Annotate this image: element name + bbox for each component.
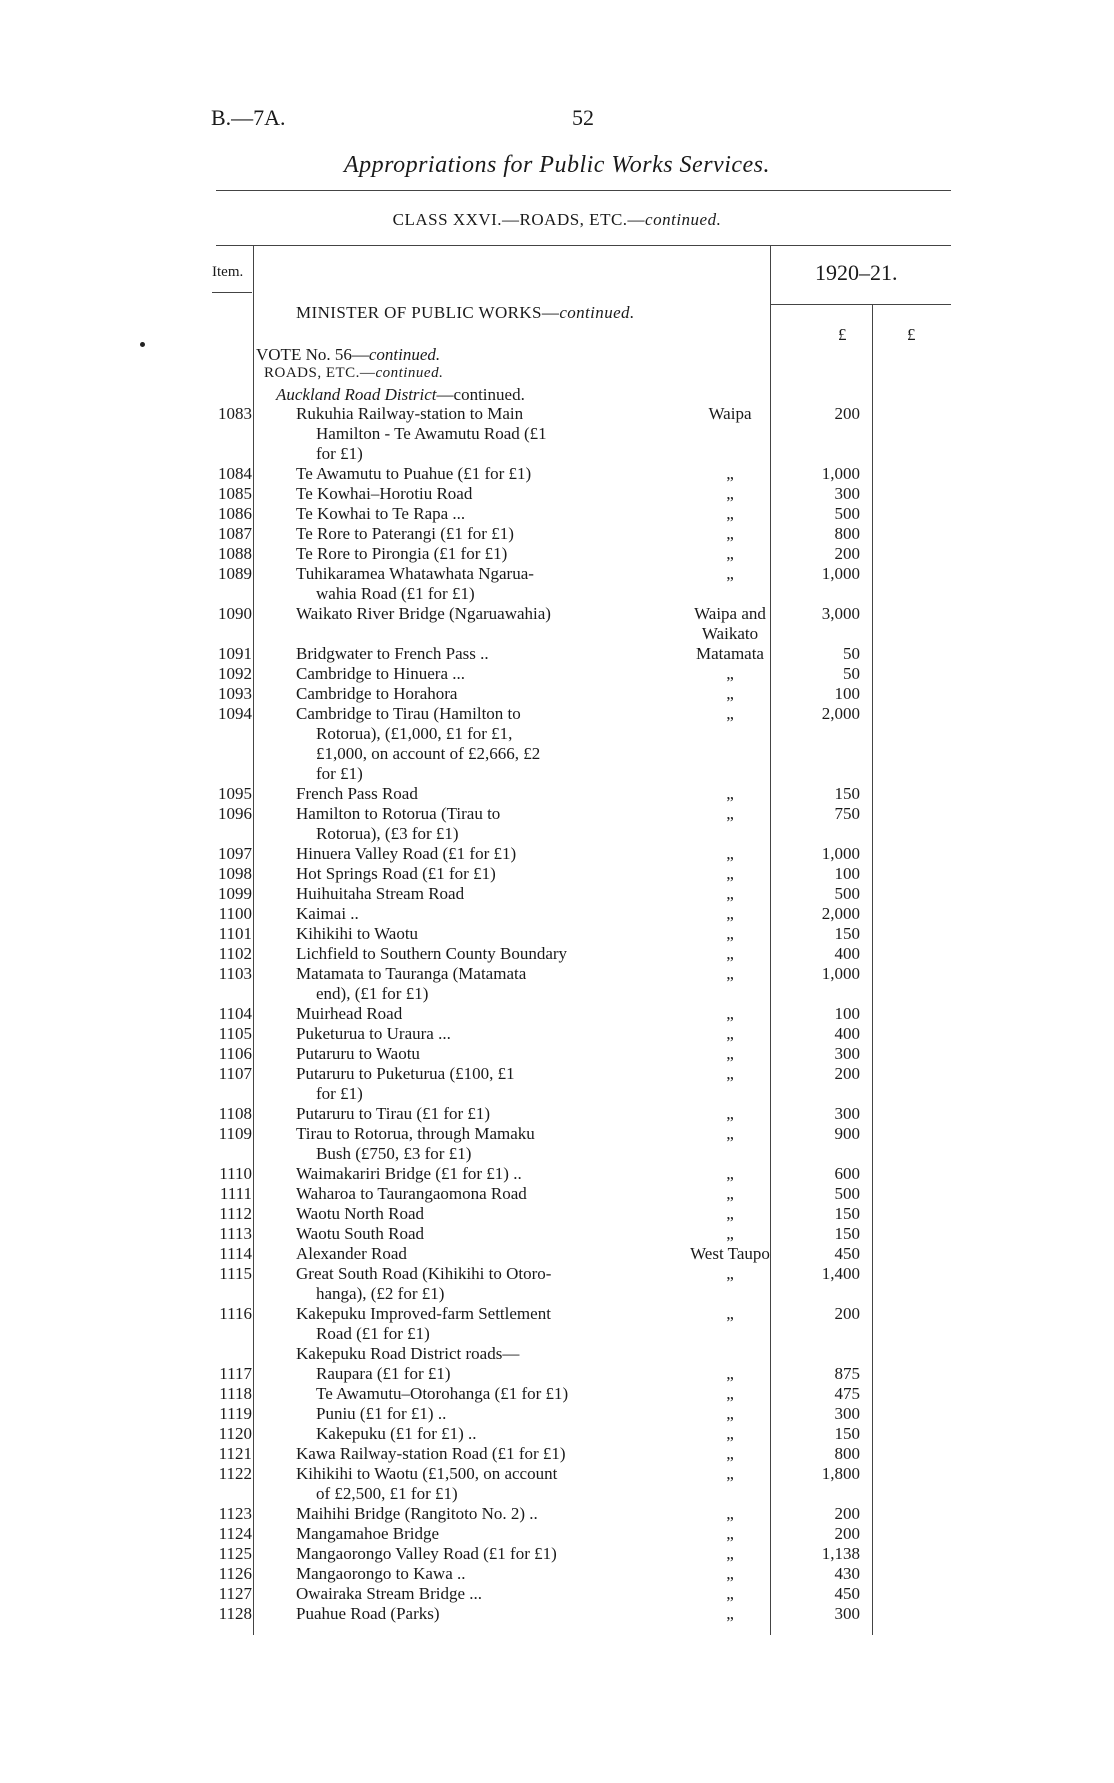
district-name: Waikato — [701, 624, 759, 643]
amount-value: 150 — [834, 784, 860, 803]
item-description: Mangaorongo to Kawa .. — [296, 1564, 466, 1583]
minister-heading-main: MINISTER OF PUBLIC WORKS— — [296, 303, 560, 322]
amount-value: 300 — [834, 1604, 860, 1623]
item-number: 1083 — [218, 404, 252, 423]
district-name: „ — [726, 484, 734, 503]
item-description: Road (£1 for £1) — [316, 1324, 430, 1343]
amount-value: 300 — [834, 1104, 860, 1123]
district-name: „ — [726, 904, 734, 923]
title-rule — [216, 190, 951, 191]
item-column-rule — [253, 245, 254, 1635]
item-description: Mangamahoe Bridge — [296, 1524, 440, 1543]
class-title — [0, 210, 1114, 230]
item-underline — [212, 292, 252, 293]
amount-value: 1,000 — [821, 844, 860, 863]
district-name: „ — [726, 1044, 734, 1063]
district-name: „ — [726, 1004, 734, 1023]
district-name: „ — [726, 564, 734, 583]
item-description: Puketurua to Uraura ... — [296, 1024, 451, 1043]
item-description: Owairaka Stream Bridge ... — [296, 1584, 482, 1603]
district-name: „ — [726, 1404, 734, 1423]
item-number: 1102 — [218, 944, 252, 963]
item-number: 1121 — [218, 1444, 252, 1463]
item-description: hanga), (£2 for £1) — [316, 1284, 445, 1303]
vote-heading — [256, 345, 440, 365]
amount-value: 200 — [834, 544, 860, 563]
district-name: Matamata — [696, 644, 764, 663]
amount-value: 2,000 — [821, 904, 860, 923]
item-number: 1101 — [218, 924, 252, 943]
item-number: 1089 — [218, 564, 252, 583]
district-name: „ — [726, 1464, 734, 1483]
item-description: Rotorua), (£3 for £1) — [316, 824, 459, 843]
district-name: „ — [726, 1124, 734, 1143]
item-number: 1108 — [218, 1104, 252, 1123]
district-heading-main: Auckland Road District — [276, 385, 437, 404]
item-description: for £1) — [316, 444, 363, 463]
district-name: Waipa — [708, 404, 752, 423]
item-number: 1085 — [218, 484, 252, 503]
amount-value: 100 — [834, 864, 860, 883]
district-heading-continued: —continued. — [436, 385, 525, 404]
item-number: 1087 — [218, 524, 252, 543]
amount-value: 150 — [834, 924, 860, 943]
item-description: for £1) — [316, 1084, 363, 1103]
minister-heading-continued: continued. — [559, 303, 635, 322]
item-description: Cambridge to Hinuera ... — [296, 664, 466, 683]
district-name: „ — [726, 1184, 734, 1203]
item-description: Waotu North Road — [296, 1204, 424, 1223]
district-name: „ — [726, 1024, 734, 1043]
amount-value: 300 — [834, 1044, 860, 1063]
amount-value: 475 — [834, 1384, 860, 1403]
item-description: Kakepuku Improved-farm Settlement — [296, 1304, 551, 1323]
page-title: Appropriations for Public Works Services. — [343, 152, 771, 178]
amount-value: 200 — [834, 1064, 860, 1083]
item-number: 1105 — [218, 1024, 252, 1043]
item-description: Hinuera Valley Road (£1 for £1) — [296, 844, 517, 863]
item-number: 1103 — [218, 964, 252, 983]
item-description: Putaruru to Puketurua (£100, £1 — [296, 1064, 515, 1083]
district-name: „ — [726, 844, 734, 863]
item-description: Cambridge to Tirau (Hamilton to — [296, 704, 521, 723]
item-description: Putaruru to Tirau (£1 for £1) — [296, 1104, 491, 1123]
item-description: Mangaorongo Valley Road (£1 for £1) — [296, 1544, 557, 1563]
item-number: 1118 — [219, 1384, 252, 1403]
item-number: 1099 — [218, 884, 252, 903]
amount-value: 200 — [834, 1504, 860, 1523]
item-number: 1084 — [218, 464, 252, 483]
district-name: „ — [726, 784, 734, 803]
item-number: 1122 — [218, 1464, 252, 1483]
district-name: „ — [726, 1264, 734, 1283]
item-number: 1125 — [218, 1544, 252, 1563]
table-top-rule — [216, 245, 951, 246]
amount-value: 1,000 — [821, 464, 860, 483]
item-number: 1110 — [219, 1164, 252, 1183]
district-name: „ — [726, 944, 734, 963]
amount-value: 100 — [834, 1004, 860, 1023]
district-name: „ — [726, 1444, 734, 1463]
item-description: for £1) — [316, 764, 363, 783]
item-description: Raupara (£1 for £1) — [316, 1364, 451, 1383]
item-description: Kakepuku Road District roads— — [296, 1344, 520, 1363]
district-name: Waipa and — [694, 604, 766, 623]
item-number: 1093 — [218, 684, 252, 703]
item-number: 1106 — [218, 1044, 252, 1063]
amount-value: 50 — [843, 644, 860, 663]
item-number: 1120 — [218, 1424, 252, 1443]
district-heading — [276, 385, 525, 405]
item-number: 1095 — [218, 784, 252, 803]
amount-value: 1,000 — [821, 564, 860, 583]
item-description: Matamata to Tauranga (Matamata — [296, 964, 527, 983]
amount-value: 300 — [834, 1404, 860, 1423]
item-description: Hot Springs Road (£1 for £1) — [296, 864, 496, 883]
amount-value: 1,138 — [821, 1544, 860, 1563]
amount-value: 150 — [834, 1224, 860, 1243]
item-number: 1107 — [218, 1064, 252, 1083]
item-description: Huihuitaha Stream Road — [296, 884, 465, 903]
amount-value: 750 — [834, 804, 860, 823]
amount-value: 875 — [834, 1364, 860, 1383]
amount-value: 800 — [834, 524, 860, 543]
year-underline — [770, 304, 951, 305]
item-description: Kakepuku (£1 for £1) .. — [316, 1424, 477, 1443]
item-description: French Pass Road — [296, 784, 418, 803]
amount-value: 200 — [834, 404, 860, 423]
item-number: 1096 — [218, 804, 252, 823]
item-description: Te Kowhai to Te Rapa ... — [296, 504, 466, 523]
margin-dot — [140, 342, 145, 347]
item-description: Te Rore to Paterangi (£1 for £1) — [296, 524, 514, 543]
currency-header-1: £ — [838, 325, 847, 344]
district-name: „ — [726, 524, 734, 543]
district-name: „ — [726, 664, 734, 683]
item-description: end), (£1 for £1) — [316, 984, 429, 1003]
class-title-continued: continued. — [645, 210, 722, 229]
district-name: „ — [726, 1504, 734, 1523]
district-name: „ — [726, 1104, 734, 1123]
item-number: 1088 — [218, 544, 252, 563]
item-description: Tuhikaramea Whatawhata Ngarua- — [296, 564, 534, 583]
district-name: „ — [726, 884, 734, 903]
item-number: 1116 — [219, 1304, 252, 1323]
amount-value: 150 — [834, 1204, 860, 1223]
roads-heading-continued: continued. — [375, 365, 444, 381]
district-name: „ — [726, 504, 734, 523]
amount-value: 450 — [834, 1244, 860, 1263]
item-number: 1115 — [219, 1264, 252, 1283]
item-description: Cambridge to Horahora — [296, 684, 458, 703]
district-name: „ — [726, 804, 734, 823]
item-number: 1104 — [218, 1004, 252, 1023]
amount-value: 200 — [834, 1304, 860, 1323]
page-number: 52 — [572, 105, 594, 130]
district-name: „ — [726, 684, 734, 703]
item-description: Alexander Road — [296, 1244, 407, 1263]
amount-value: 300 — [834, 484, 860, 503]
amount-value: 800 — [834, 1444, 860, 1463]
item-description: Putaruru to Waotu — [296, 1044, 420, 1063]
roads-heading-main: ROADS, ETC.— — [264, 365, 376, 381]
item-number: 1113 — [219, 1224, 252, 1243]
item-description: £1,000, on account of £2,666, £2 — [316, 744, 541, 763]
item-description: Puniu (£1 for £1) .. — [316, 1404, 447, 1423]
amount-value: 1,000 — [821, 964, 860, 983]
item-description: Kawa Railway-station Road (£1 for £1) — [296, 1444, 566, 1463]
amount-value: 400 — [834, 944, 860, 963]
item-description: Muirhead Road — [296, 1004, 403, 1023]
item-number: 1086 — [218, 504, 252, 523]
item-number: 1098 — [218, 864, 252, 883]
item-number: 1128 — [218, 1604, 252, 1623]
item-description: Great South Road (Kihikihi to Otoro- — [296, 1264, 552, 1283]
district-name: „ — [726, 1584, 734, 1603]
amount-value: 3,000 — [821, 604, 860, 623]
district-name: West Taupo — [690, 1244, 770, 1263]
district-name: „ — [726, 1564, 734, 1583]
roads-heading — [264, 365, 443, 382]
minister-heading — [296, 303, 635, 323]
district-name: „ — [726, 1064, 734, 1083]
item-number: 1094 — [218, 704, 252, 723]
district-name: „ — [726, 1424, 734, 1443]
vote-heading-main: VOTE No. 56— — [256, 345, 369, 364]
amount-value: 1,400 — [821, 1264, 860, 1283]
district-name: „ — [726, 464, 734, 483]
class-title-main: CLASS XXVI.—ROADS, ETC.— — [392, 210, 646, 229]
item-description: Waikato River Bridge (Ngaruawahia) — [296, 604, 551, 623]
item-description: Waotu South Road — [296, 1224, 425, 1243]
item-number: 1123 — [218, 1504, 252, 1523]
amount-value: 150 — [834, 1424, 860, 1443]
amount-value: 2,000 — [821, 704, 860, 723]
item-description: Kihikihi to Waotu — [296, 924, 419, 943]
amount-value: 900 — [834, 1124, 860, 1143]
district-name: „ — [726, 1524, 734, 1543]
district-name: „ — [726, 1304, 734, 1323]
district-name: „ — [726, 704, 734, 723]
item-description: Rotorua), (£1,000, £1 for £1, — [316, 724, 513, 743]
item-description: Hamilton to Rotorua (Tirau to — [296, 804, 501, 823]
district-name: „ — [726, 864, 734, 883]
item-description: of £2,500, £1 for £1) — [316, 1484, 458, 1503]
item-number: 1097 — [218, 844, 252, 863]
item-number: 1117 — [219, 1364, 252, 1383]
vote-heading-continued: continued. — [368, 345, 441, 364]
item-number: 1111 — [219, 1184, 252, 1203]
item-number: 1091 — [218, 644, 252, 663]
item-description: Waimakariri Bridge (£1 for £1) .. — [296, 1164, 522, 1183]
district-name: „ — [726, 1604, 734, 1623]
district-name: „ — [726, 1164, 734, 1183]
district-name: „ — [726, 1544, 734, 1563]
district-name: „ — [726, 1364, 734, 1383]
item-description: Hamilton - Te Awamutu Road (£1 — [316, 424, 547, 443]
item-number: 1092 — [218, 664, 252, 683]
amount-value: 1,800 — [821, 1464, 860, 1483]
district-name: „ — [726, 964, 734, 983]
item-description: Te Rore to Pirongia (£1 for £1) — [296, 544, 508, 563]
item-description: Lichfield to Southern County Boundary — [296, 944, 568, 963]
item-description: Bridgwater to French Pass .. — [296, 644, 489, 663]
amount-value: 50 — [843, 664, 860, 683]
item-number: 1114 — [219, 1244, 252, 1263]
amount-value: 450 — [834, 1584, 860, 1603]
item-description: wahia Road (£1 for £1) — [316, 584, 475, 603]
amount-value: 200 — [834, 1524, 860, 1543]
item-number: 1112 — [219, 1204, 252, 1223]
amount-value: 500 — [834, 504, 860, 523]
year-column-header: 1920–21. — [815, 260, 898, 285]
item-description: Maihihi Bridge (Rangitoto No. 2) .. — [296, 1504, 538, 1523]
district-name: „ — [726, 1204, 734, 1223]
amount-value: 600 — [834, 1164, 860, 1183]
item-description: Rukuhia Railway-station to Main — [296, 404, 524, 423]
item-description: Puahue Road (Parks) — [296, 1604, 440, 1623]
item-description: Te Kowhai–Horotiu Road — [296, 484, 473, 503]
amount-value: 430 — [834, 1564, 860, 1583]
item-number: 1127 — [218, 1584, 252, 1603]
amount-split-rule — [872, 305, 873, 1635]
item-number: 1126 — [218, 1564, 252, 1583]
district-name: „ — [726, 544, 734, 563]
item-number: 1124 — [218, 1524, 252, 1543]
amount-value: 100 — [834, 684, 860, 703]
item-description: Kaimai .. — [296, 904, 359, 923]
item-description: Te Awamutu to Puahue (£1 for £1) — [296, 464, 532, 483]
amount-value: 500 — [834, 884, 860, 903]
item-number: 1090 — [218, 604, 252, 623]
item-number: 1119 — [219, 1404, 252, 1423]
item-description: Bush (£750, £3 for £1) — [316, 1144, 472, 1163]
item-description: Waharoa to Taurangaomona Road — [296, 1184, 527, 1203]
item-description: Tirau to Rotorua, through Mamaku — [296, 1124, 535, 1143]
amount-value: 500 — [834, 1184, 860, 1203]
item-column-header: Item. — [212, 264, 244, 280]
document-reference: B.—7A. — [211, 105, 286, 130]
district-name: „ — [726, 1224, 734, 1243]
item-number: 1100 — [218, 904, 252, 923]
item-number: 1109 — [218, 1124, 252, 1143]
district-name: „ — [726, 1384, 734, 1403]
item-description: Kihikihi to Waotu (£1,500, on account — [296, 1464, 558, 1483]
item-description: Te Awamutu–Otorohanga (£1 for £1) — [316, 1384, 569, 1403]
amount-value: 400 — [834, 1024, 860, 1043]
district-name: „ — [726, 924, 734, 943]
currency-header-2: £ — [907, 325, 916, 344]
